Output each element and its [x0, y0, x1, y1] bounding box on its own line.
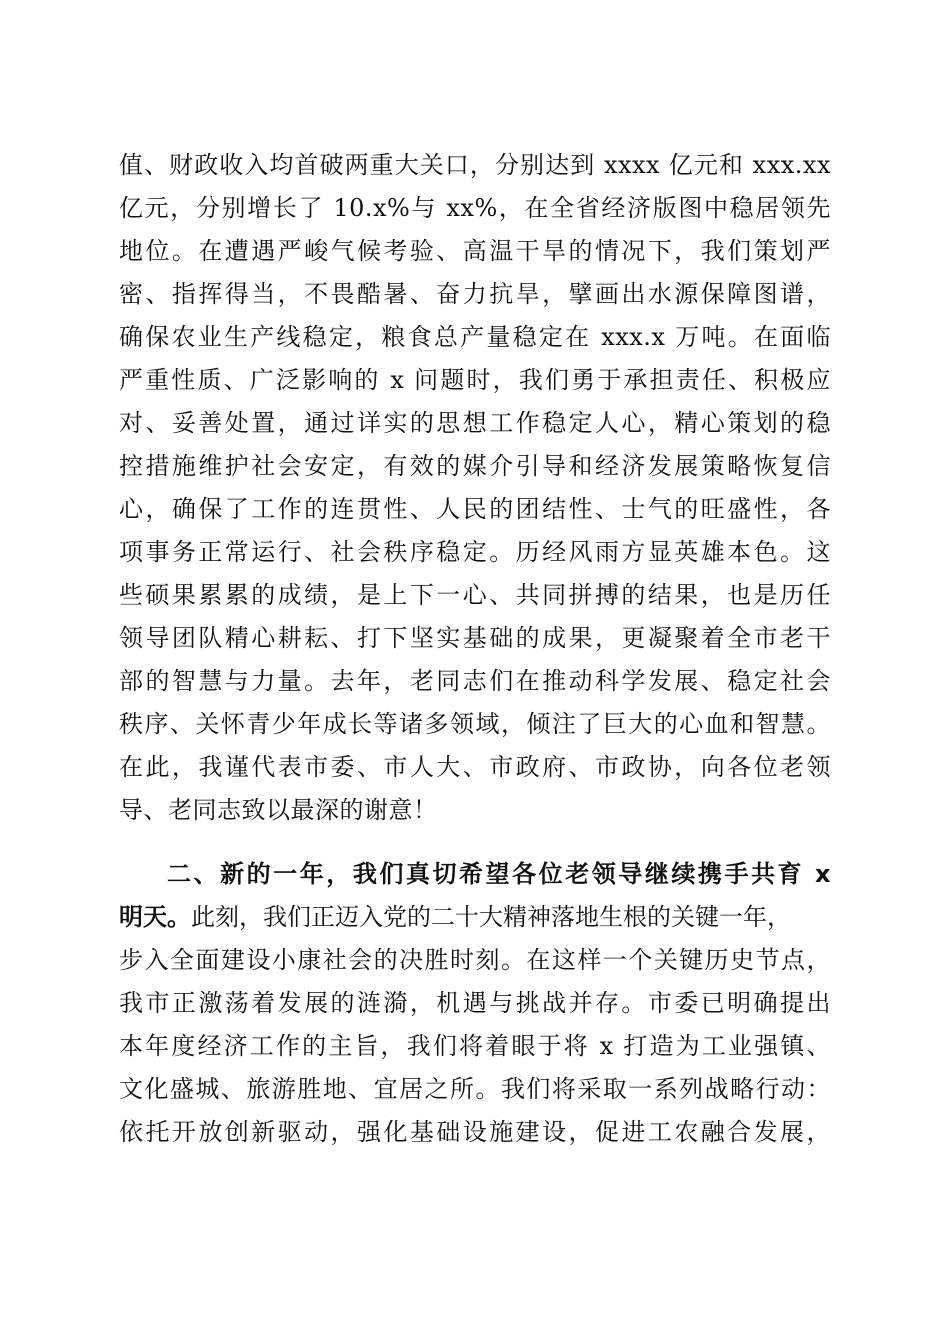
paragraph-2-line: 文化盛城、旅游胜地、宜居之所。我们将采取一系列战略行动：	[119, 1075, 831, 1103]
paragraph-2-text: 此刻，我们正迈入党的二十大精神落地生根的关键一年，	[191, 903, 791, 931]
paragraph-1-line: 确保农业生产线稳定，粮食总产量稳定在 xxx.x 万吨。在面临	[119, 323, 831, 351]
paragraph-1-line: 秩序、关怀青少年成长等诸多领域，倾注了巨大的心血和智慧。	[119, 710, 831, 738]
paragraph-1-line: 对、妥善处置，通过详实的思想工作稳定人心，精心策划的稳	[119, 409, 831, 437]
paragraph-1-line: 在此，我谨代表市委、市人大、市政府、市政协，向各位老领	[119, 753, 831, 781]
paragraph-2-line: 我市正激荡着发展的涟漪，机遇与挑战并存。市委已明确提出	[119, 989, 831, 1017]
paragraph-1-line: 心，确保了工作的连贯性、人民的团结性、士气的旺盛性，各	[119, 495, 831, 523]
paragraph-1-line: 导、老同志致以最深的谢意！	[119, 796, 438, 824]
paragraph-1-line: 项事务正常运行、社会秩序稳定。历经风雨方显英雄本色。这	[119, 538, 831, 566]
paragraph-2-line: 依托开放创新驱动，强化基础设施建设，促进工农融合发展，	[119, 1118, 831, 1146]
paragraph-1-line: 领导团队精心耕耘、打下坚实基础的成果，更凝聚着全市老干	[119, 624, 831, 652]
paragraph-1-line: 亿元，分别增长了 10.x%与 xx%，在全省经济版图中稳居领先	[119, 194, 831, 222]
paragraph-1-line: 部的智慧与力量。去年，老同志们在推动科学发展、稳定社会	[119, 667, 831, 695]
paragraph-1-line: 些硕果累累的成绩，是上下一心、共同拼搏的结果，也是历任	[119, 581, 831, 609]
section-heading: 二、新的一年，我们真切希望各位老领导继续携手共育 x	[167, 860, 831, 888]
paragraph-1-line: 地位。在遭遇严峻气候考验、高温干旱的情况下，我们策划严	[119, 237, 831, 265]
paragraph-1-line: 值、财政收入均首破两重大关口，分别达到 xxxx 亿元和 xxx.xx	[119, 151, 831, 179]
paragraph-1-line: 密、指挥得当，不畏酷暑、奋力抗旱，擘画出水源保障图谱，	[119, 280, 831, 308]
paragraph-2-line	[119, 896, 831, 938]
paragraph-1-line: 控措施维护社会安定，有效的媒介引导和经济发展策略恢复信	[119, 452, 831, 480]
section-heading-end: 明天。	[119, 903, 191, 931]
paragraph-1-line: 严重性质、广泛影响的 x 问题时，我们勇于承担责任、积极应	[119, 366, 831, 394]
paragraph-2-line: 步入全面建设小康社会的决胜时刻。在这样一个关键历史节点，	[119, 946, 831, 974]
paragraph-2-line: 本年度经济工作的主旨，我们将着眼于将 x 打造为工业强镇、	[119, 1032, 831, 1060]
